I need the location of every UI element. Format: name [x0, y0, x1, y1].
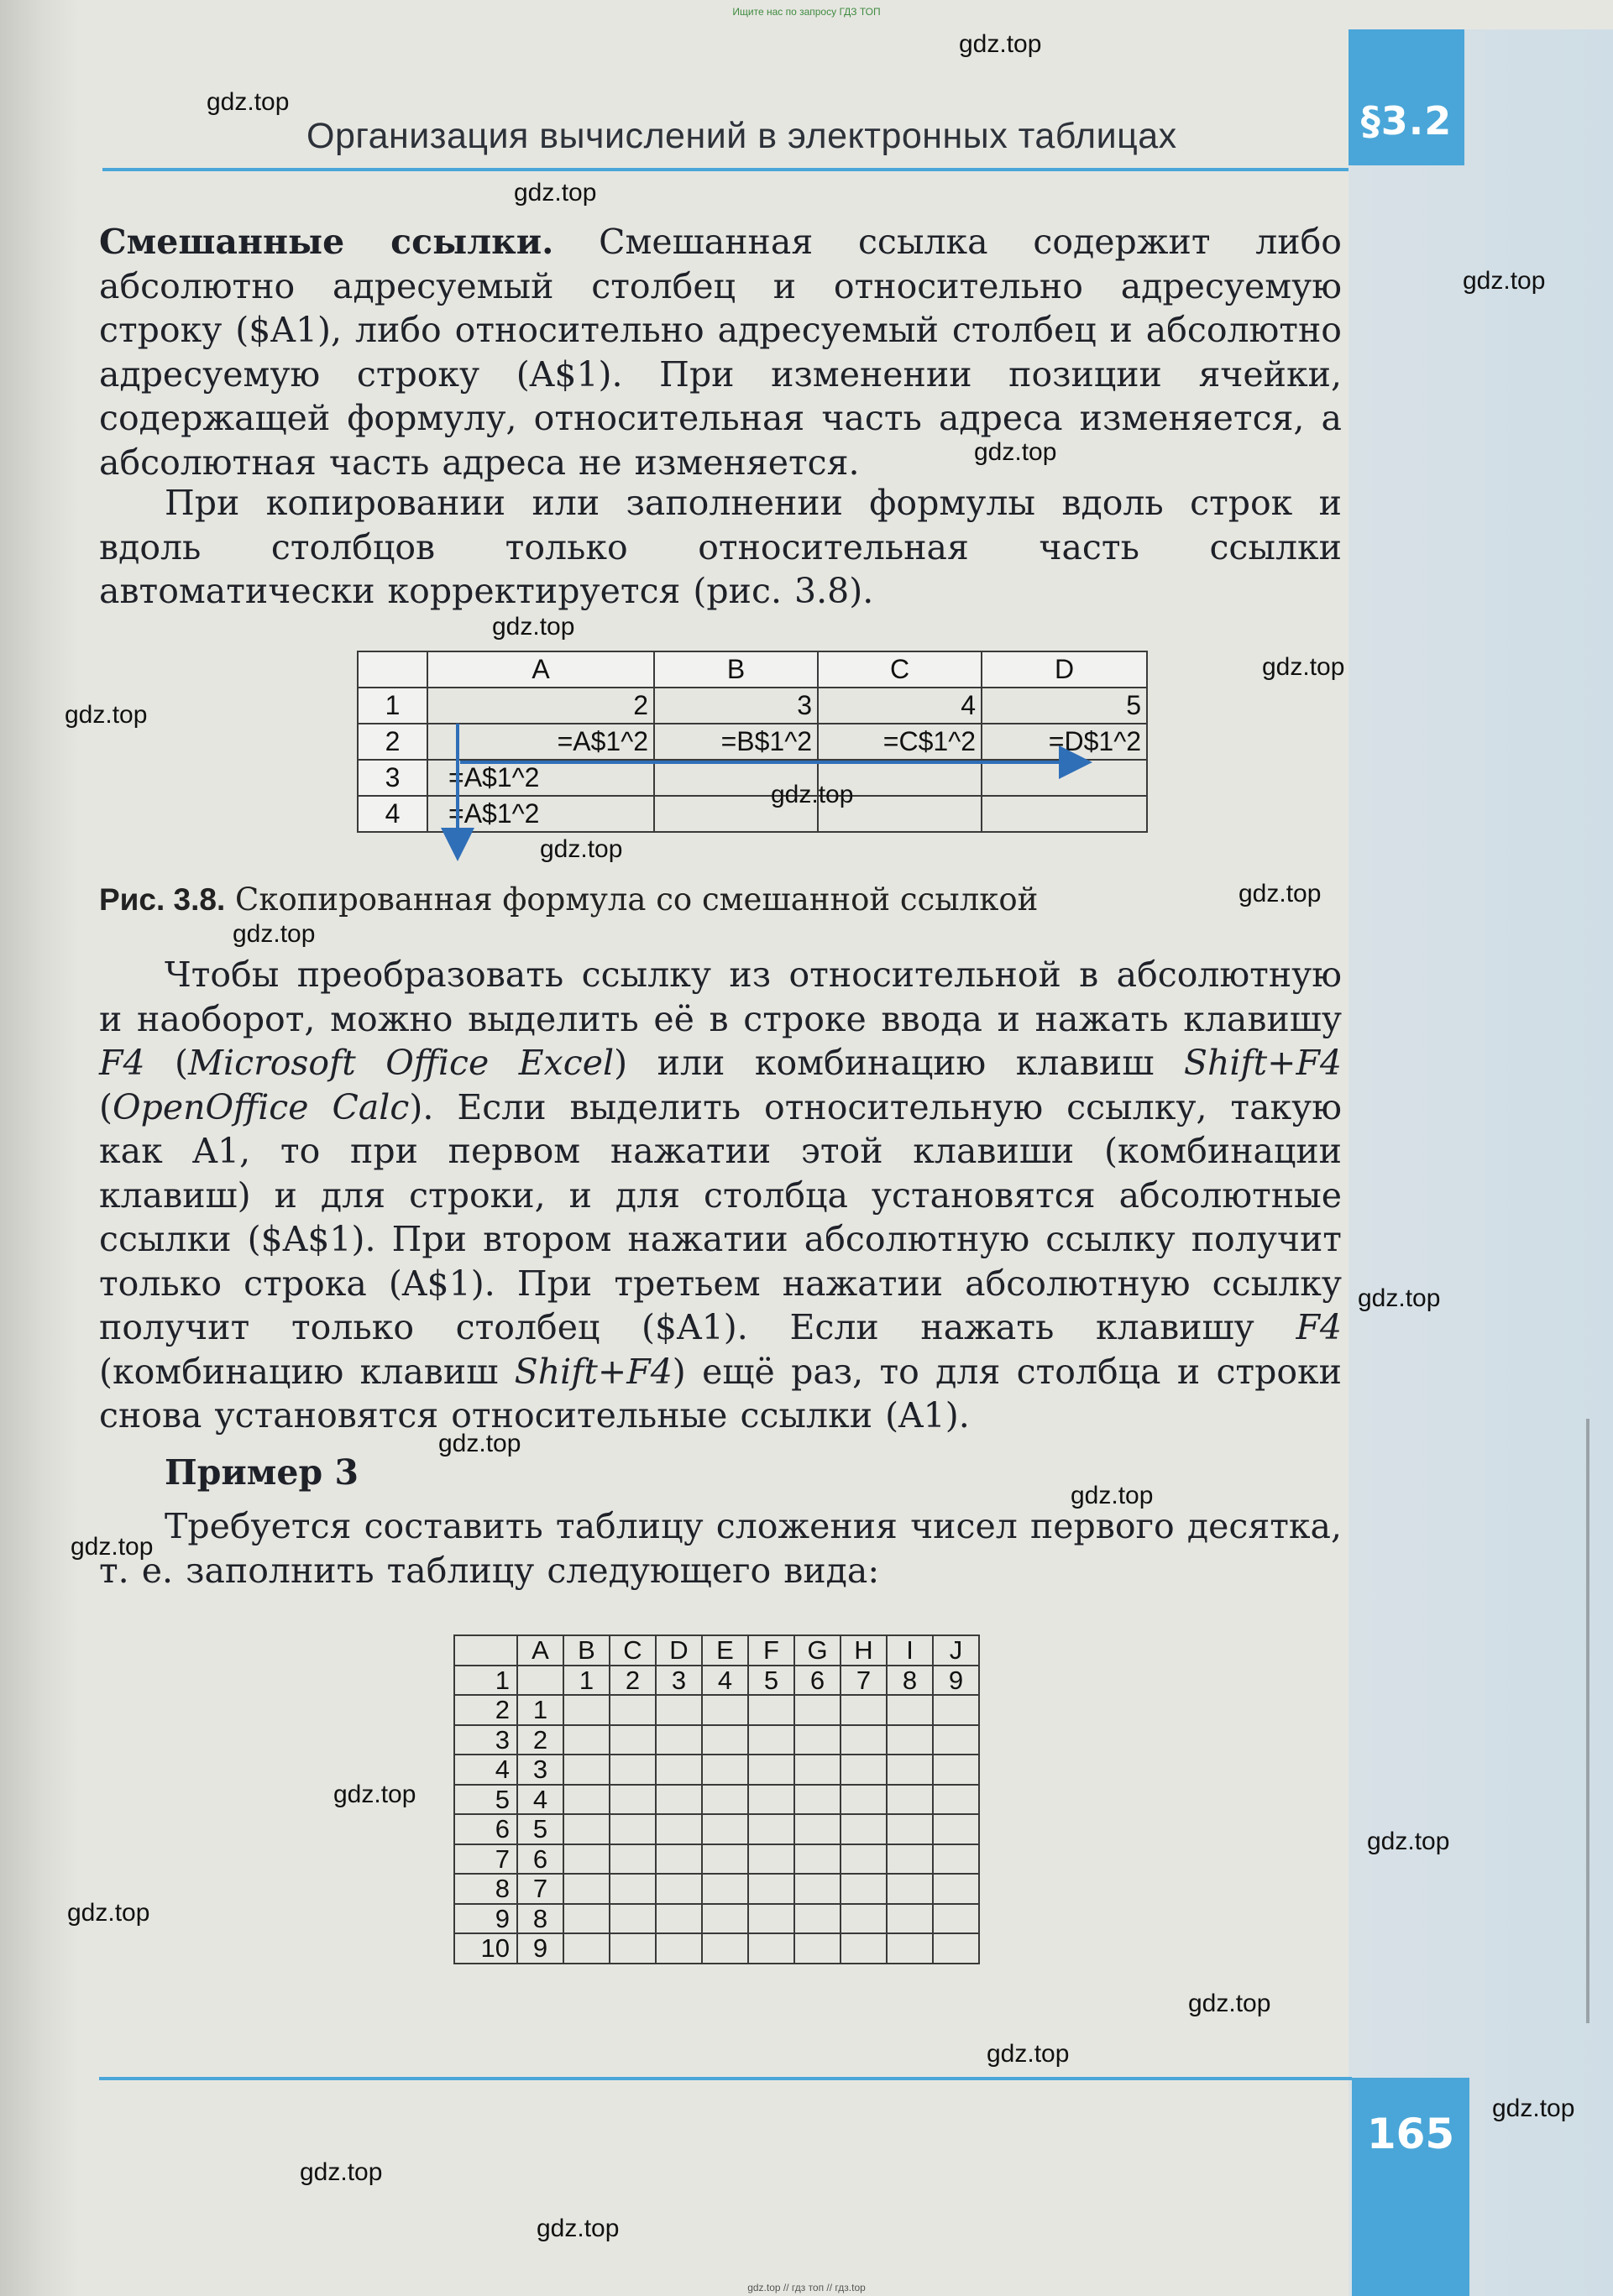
- watermark: gdz.top: [974, 438, 1057, 466]
- col-header: B: [654, 651, 818, 688]
- cell: [748, 1844, 794, 1875]
- row-header: 2: [454, 1695, 517, 1725]
- row-header: 2: [358, 724, 427, 760]
- page-number: 165: [1366, 2110, 1455, 2158]
- watermark: gdz.top: [71, 1533, 154, 1561]
- cell: 4: [702, 1666, 748, 1696]
- cell: 5: [517, 1814, 563, 1844]
- cell: 9: [933, 1666, 979, 1696]
- cell: [748, 1904, 794, 1934]
- cell: [610, 1844, 656, 1875]
- cell: 5: [748, 1666, 794, 1696]
- table-row: [454, 1785, 979, 1815]
- cell: 4: [517, 1785, 563, 1815]
- cell: 2: [610, 1666, 656, 1696]
- cell: [887, 1755, 933, 1785]
- cell: 2: [427, 688, 654, 724]
- figure-3-8-caption: [99, 881, 1342, 918]
- cell: [702, 1814, 748, 1844]
- watermark: gdz.top: [1071, 1482, 1154, 1509]
- watermark: gdz.top: [300, 2158, 383, 2186]
- cell: [656, 1755, 702, 1785]
- table-row: [454, 1755, 979, 1785]
- cell: 4: [818, 688, 982, 724]
- cell: [933, 1785, 979, 1815]
- section-tab: [1349, 29, 1464, 165]
- row-header: 1: [358, 688, 427, 724]
- table-row: [454, 1666, 979, 1696]
- text-run: Чтобы преобразовать ссылку из относительной в абсолютную и наоборот, можно выделить её в строке ввода и нажать клавишу: [99, 954, 1342, 1039]
- table-row: [454, 1933, 979, 1964]
- cell: [794, 1725, 841, 1755]
- cell: [748, 1814, 794, 1844]
- cell: 7: [517, 1874, 563, 1904]
- row-header: 5: [454, 1785, 517, 1815]
- watermark: gdz.top: [1239, 880, 1322, 907]
- row-header: 8: [454, 1874, 517, 1904]
- row-header: 6: [454, 1814, 517, 1844]
- cell: 8: [887, 1666, 933, 1696]
- watermark: gdz.top: [438, 1430, 521, 1457]
- cell: [887, 1814, 933, 1844]
- cell: =C$1^2: [818, 724, 982, 760]
- cell: [887, 1874, 933, 1904]
- row-header: 3: [358, 760, 427, 796]
- cell: [656, 1874, 702, 1904]
- cell: [656, 1725, 702, 1755]
- cell: [887, 1933, 933, 1964]
- cell: [702, 1904, 748, 1934]
- cell: [656, 1933, 702, 1964]
- cell: [933, 1755, 979, 1785]
- cell: [933, 1933, 979, 1964]
- cell: [794, 1695, 841, 1725]
- cell: [517, 1666, 563, 1696]
- cell: [610, 1695, 656, 1725]
- watermark: gdz.top: [67, 1899, 150, 1927]
- col-header: H: [841, 1635, 887, 1666]
- cell: [610, 1725, 656, 1755]
- cell: [748, 1933, 794, 1964]
- row-header: 10: [454, 1933, 517, 1964]
- cell: 7: [841, 1666, 887, 1696]
- page-header-title: Организация вычислений в электронных таблицах: [306, 116, 1177, 156]
- paragraph-task: Требуется составить таблицу сложения чисел первого десятка, т. е. заполнить таблицу следующего вида:: [99, 1506, 1342, 1591]
- table-row: [358, 688, 1147, 724]
- cell: [610, 1755, 656, 1785]
- cell: 3: [654, 688, 818, 724]
- cell: [794, 1755, 841, 1785]
- col-header: B: [563, 1635, 610, 1666]
- cell: =A$1^2: [427, 796, 654, 832]
- watermark: gdz.top: [1188, 1990, 1271, 2017]
- cell: [563, 1695, 610, 1725]
- cell: [563, 1933, 610, 1964]
- paragraph-copying: При копировании или заполнении формулы вдоль строк и вдоль столбцов только относительная часть ссылки автоматически корректируется (рис. 3.8).: [99, 483, 1342, 611]
- cell: [656, 1814, 702, 1844]
- key-shift-f4: Shift+F4: [1183, 1043, 1343, 1083]
- cell: [794, 1874, 841, 1904]
- cell: [841, 1695, 887, 1725]
- cell: =A$1^2: [427, 760, 654, 796]
- cell: [841, 1725, 887, 1755]
- table-row: [454, 1904, 979, 1934]
- corner-cell: [454, 1635, 517, 1666]
- cell: [841, 1755, 887, 1785]
- cell: [982, 796, 1147, 832]
- section-number: §3.2: [1360, 98, 1453, 144]
- cell: [933, 1874, 979, 1904]
- cell: [563, 1785, 610, 1815]
- cell: [933, 1695, 979, 1725]
- page-number-tab: [1352, 2078, 1469, 2296]
- watermark: gdz.top: [540, 835, 623, 863]
- watermark: gdz.top: [987, 2040, 1070, 2068]
- header-rule: [102, 168, 1349, 171]
- addition-table-body: [454, 1666, 979, 1964]
- text-run: (: [99, 1086, 113, 1127]
- table-header-row: [454, 1635, 979, 1666]
- cell: [656, 1695, 702, 1725]
- side-rule: [1586, 1419, 1589, 2023]
- watermark: gdz.top: [959, 30, 1042, 58]
- cell: [887, 1904, 933, 1934]
- cell: [887, 1695, 933, 1725]
- table-row: [454, 1725, 979, 1755]
- cell: 6: [794, 1666, 841, 1696]
- paragraph-mixed-links: [99, 220, 1342, 484]
- cell: [610, 1874, 656, 1904]
- cell: [702, 1933, 748, 1964]
- cell: [563, 1844, 610, 1875]
- col-header: D: [982, 651, 1147, 688]
- cell: [794, 1844, 841, 1875]
- table-row: [454, 1844, 979, 1875]
- table-row: [358, 796, 1147, 832]
- text-run: ) ещё раз, то для столбца и строки снова установятся относительные ссылки (A1).: [99, 1351, 1342, 1436]
- cell: [887, 1725, 933, 1755]
- watermark: gdz.top: [207, 88, 290, 116]
- cell: [933, 1814, 979, 1844]
- example-heading: Пример 3: [165, 1452, 359, 1493]
- corner-cell: [358, 651, 427, 688]
- cell: [702, 1844, 748, 1875]
- watermark: gdz.top: [537, 2215, 620, 2242]
- cell: [610, 1933, 656, 1964]
- cell: [610, 1814, 656, 1844]
- row-header: 9: [454, 1904, 517, 1934]
- watermark: gdz.top: [771, 781, 854, 808]
- key-shift-f4: Shift+F4: [514, 1351, 673, 1392]
- cell: [794, 1814, 841, 1844]
- cell: [610, 1904, 656, 1934]
- cell: [702, 1755, 748, 1785]
- cell: [794, 1904, 841, 1934]
- cell: [702, 1695, 748, 1725]
- cell: [841, 1814, 887, 1844]
- table-row: [454, 1814, 979, 1844]
- watermark: gdz.top: [1358, 1284, 1441, 1312]
- col-header: D: [656, 1635, 702, 1666]
- cell: [887, 1844, 933, 1875]
- cell: [702, 1785, 748, 1815]
- footer-rule: [99, 2077, 1352, 2080]
- top-note: Ищите нас по запросу ГДЗ ТОП: [732, 6, 881, 18]
- figure-3-8-spreadsheet: [357, 651, 1148, 833]
- watermark: gdz.top: [1463, 267, 1546, 295]
- col-header: E: [702, 1635, 748, 1666]
- cell: [702, 1725, 748, 1755]
- watermark: gdz.top: [1262, 653, 1345, 681]
- cell: [748, 1725, 794, 1755]
- cell: [563, 1814, 610, 1844]
- watermark: gdz.top: [65, 701, 148, 729]
- col-header: C: [610, 1635, 656, 1666]
- cell: 2: [517, 1725, 563, 1755]
- col-header: A: [427, 651, 654, 688]
- app-calc: OpenOffice Calc: [113, 1086, 410, 1127]
- watermark: gdz.top: [1367, 1828, 1450, 1855]
- cell: [841, 1785, 887, 1815]
- paragraph-text: Смешанная ссылка содержит либо абсолютно адресуемый столбец и относительно адресуемую строку ($A1), либо относительно адресуемый столбец и абсолютно адресуемую строку (A$1). При изменении позиции ячейки, содержащей формулу, относительная часть адреса изменяется, а абсолютная часть адреса не изменяется.: [99, 222, 1342, 483]
- col-header: I: [887, 1635, 933, 1666]
- table-row: [454, 1695, 979, 1725]
- table-header-row: [358, 651, 1147, 688]
- col-header: G: [794, 1635, 841, 1666]
- caption-text: Скопированная формула со смешанной ссылкой: [225, 881, 1039, 918]
- cell: 9: [517, 1933, 563, 1964]
- cell: =D$1^2: [982, 724, 1147, 760]
- table-row: [358, 760, 1147, 796]
- cell: [933, 1904, 979, 1934]
- cell: [563, 1874, 610, 1904]
- text-run: (комбинацию клавиш: [99, 1351, 515, 1392]
- watermark: gdz.top: [492, 613, 575, 641]
- cell: [841, 1933, 887, 1964]
- cell: [563, 1725, 610, 1755]
- cell: [656, 1785, 702, 1815]
- bottom-note: gdz.top // гдз топ // гдз.top: [747, 2282, 866, 2293]
- text-run: (: [144, 1043, 189, 1083]
- cell: =B$1^2: [654, 724, 818, 760]
- paragraph-lead: Смешанные ссылки.: [99, 222, 554, 262]
- watermark: gdz.top: [1492, 2095, 1575, 2122]
- cell: [610, 1785, 656, 1815]
- app-excel: Microsoft Office Excel: [188, 1043, 615, 1083]
- key-f4: F4: [99, 1043, 145, 1083]
- cell: [982, 760, 1147, 796]
- cell: 5: [982, 688, 1147, 724]
- cell: [656, 1844, 702, 1875]
- cell: [887, 1785, 933, 1815]
- cell: =A$1^2: [427, 724, 654, 760]
- caption-label: Рис. 3.8.: [99, 882, 226, 917]
- cell: [841, 1904, 887, 1934]
- watermark: gdz.top: [233, 920, 316, 948]
- row-header: 3: [454, 1725, 517, 1755]
- col-header: J: [933, 1635, 979, 1666]
- cell: [748, 1785, 794, 1815]
- cell: [656, 1904, 702, 1934]
- cell: [933, 1844, 979, 1875]
- cell: [702, 1874, 748, 1904]
- cell: 1: [563, 1666, 610, 1696]
- cell: [748, 1695, 794, 1725]
- cell: [563, 1755, 610, 1785]
- cell: 6: [517, 1844, 563, 1875]
- binding-shadow: [0, 0, 80, 2296]
- row-header: 1: [454, 1666, 517, 1696]
- cell: [841, 1844, 887, 1875]
- row-header: 4: [358, 796, 427, 832]
- cell: 3: [517, 1755, 563, 1785]
- cell: [794, 1785, 841, 1815]
- col-header: C: [818, 651, 982, 688]
- cell: [933, 1725, 979, 1755]
- key-f4: F4: [1296, 1307, 1342, 1347]
- text-run: ). Если выделить относительную ссылку, такую как A1, то при первом нажатии этой клавиши (комбинации клавиш) и для строки, и для столбца установятся абсолютные ссылки ($A$1). При втором нажатии абсолютную ссылку получит только строка (A$1). При третьем нажатии абсолютную ссылку получит только столбец ($A1). Если нажать клавишу: [99, 1086, 1342, 1347]
- cell: 1: [517, 1695, 563, 1725]
- text-run: ) или комбинацию клавиш: [614, 1043, 1184, 1083]
- table-row: [454, 1874, 979, 1904]
- row-header: 7: [454, 1844, 517, 1875]
- cell: 3: [656, 1666, 702, 1696]
- cell: [748, 1755, 794, 1785]
- watermark: gdz.top: [333, 1781, 416, 1808]
- cell: [563, 1904, 610, 1934]
- row-header: 4: [454, 1755, 517, 1785]
- watermark: gdz.top: [514, 179, 597, 207]
- cell: [794, 1933, 841, 1964]
- col-header: F: [748, 1635, 794, 1666]
- table-row: [358, 724, 1147, 760]
- cell: [841, 1874, 887, 1904]
- cell: [748, 1874, 794, 1904]
- col-header: A: [517, 1635, 563, 1666]
- paragraph-f4: [99, 953, 1342, 1438]
- right-margin-band: [1349, 29, 1613, 2296]
- cell: 8: [517, 1904, 563, 1934]
- addition-table-grid: [453, 1634, 980, 1964]
